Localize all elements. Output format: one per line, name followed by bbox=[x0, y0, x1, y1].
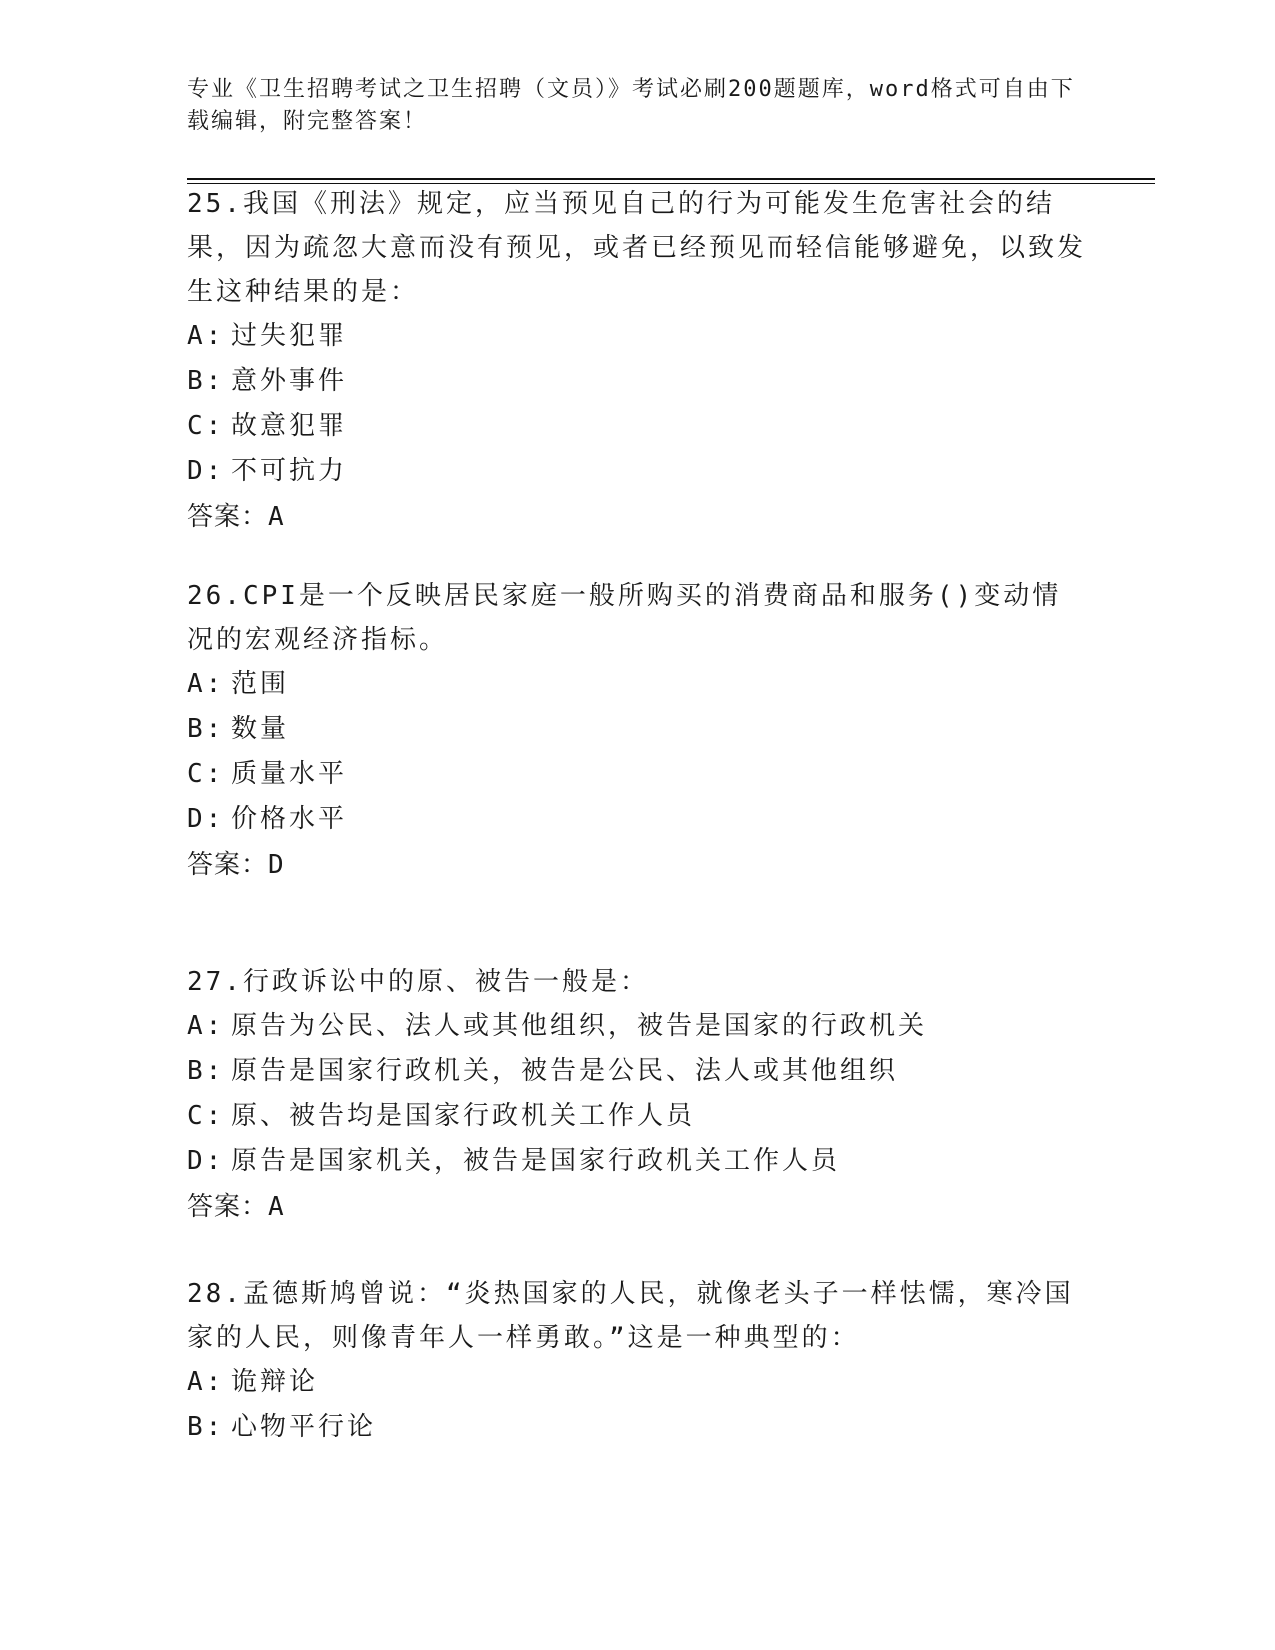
question-stem: 28.孟德斯鸠曾说：“炎热国家的人民，就像老头子一样怯懦，寒冷国家的人民，则像青年人一样勇敢。”这是一种典型的： bbox=[187, 1279, 1074, 1353]
answer-line bbox=[187, 494, 1087, 540]
question-26 bbox=[187, 574, 1087, 888]
option-a bbox=[187, 662, 1087, 707]
option-a bbox=[187, 1004, 1087, 1049]
option-text: 诡辩论 bbox=[231, 1367, 319, 1397]
question-stem: 25.我国《刑法》规定，应当预见自己的行为可能发生危害社会的结果，因为疏忽大意而没有预见，或者已经预见而轻信能够避免，以致发生这种结果的是： bbox=[187, 189, 1087, 307]
answer-value: A bbox=[268, 502, 285, 532]
header-divider-thick bbox=[187, 178, 1155, 180]
option-text: 原告是国家机关，被告是国家行政机关工作人员 bbox=[231, 1146, 841, 1176]
option-text: 数量 bbox=[231, 714, 290, 744]
answer-line bbox=[187, 842, 1087, 888]
option-letter: B: bbox=[187, 366, 225, 396]
option-text: 价格水平 bbox=[231, 804, 348, 834]
option-text: 原告是国家行政机关，被告是公民、法人或其他组织 bbox=[231, 1056, 899, 1086]
document-title: 专业《卫生招聘考试之卫生招聘（文员）》考试必刷200题题库，word格式可自由下载编辑，附完整答案！ bbox=[187, 77, 1075, 134]
option-letter: C: bbox=[187, 1101, 225, 1131]
option-text: 范围 bbox=[231, 669, 290, 699]
answer-prefix: 答案： bbox=[187, 850, 269, 880]
option-d bbox=[187, 797, 1087, 842]
option-b bbox=[187, 707, 1087, 752]
answer-value: A bbox=[268, 1192, 285, 1222]
option-letter: A: bbox=[187, 1367, 225, 1397]
option-d bbox=[187, 449, 1087, 494]
option-text: 质量水平 bbox=[231, 759, 348, 789]
option-b bbox=[187, 1405, 1087, 1450]
option-letter: C: bbox=[187, 759, 225, 789]
answer-line bbox=[187, 1184, 1087, 1230]
question-25 bbox=[187, 182, 1087, 540]
option-letter: A: bbox=[187, 669, 225, 699]
option-letter: B: bbox=[187, 1056, 225, 1086]
option-letter: A: bbox=[187, 321, 225, 351]
answer-prefix: 答案： bbox=[187, 502, 269, 532]
option-text: 原、被告均是国家行政机关工作人员 bbox=[231, 1101, 696, 1131]
question-stem: 26.CPI是一个反映居民家庭一般所购买的消费商品和服务()变动情况的宏观经济指标。 bbox=[187, 581, 1062, 655]
option-text: 心物平行论 bbox=[231, 1412, 377, 1442]
option-letter: D: bbox=[187, 456, 225, 486]
option-text: 不可抗力 bbox=[231, 456, 348, 486]
option-c bbox=[187, 752, 1087, 797]
option-b bbox=[187, 359, 1087, 404]
option-text: 故意犯罪 bbox=[231, 411, 348, 441]
option-letter: D: bbox=[187, 1146, 225, 1176]
option-c bbox=[187, 1094, 1087, 1139]
question-27 bbox=[187, 960, 1087, 1230]
option-d bbox=[187, 1139, 1087, 1184]
option-letter: B: bbox=[187, 714, 225, 744]
option-letter: D: bbox=[187, 804, 225, 834]
option-letter: C: bbox=[187, 411, 225, 441]
option-letter: B: bbox=[187, 1412, 225, 1442]
option-text: 过失犯罪 bbox=[231, 321, 348, 351]
option-c bbox=[187, 404, 1087, 449]
option-b bbox=[187, 1049, 1087, 1094]
option-text: 意外事件 bbox=[231, 366, 348, 396]
option-a bbox=[187, 314, 1087, 359]
document-header bbox=[187, 74, 1087, 138]
option-a bbox=[187, 1360, 1087, 1405]
option-letter: A: bbox=[187, 1011, 225, 1041]
question-28 bbox=[187, 1272, 1087, 1450]
option-text: 原告为公民、法人或其他组织，被告是国家的行政机关 bbox=[231, 1011, 928, 1041]
answer-value: D bbox=[268, 850, 285, 880]
answer-prefix: 答案： bbox=[187, 1192, 269, 1222]
question-stem: 27.行政诉讼中的原、被告一般是： bbox=[187, 967, 649, 997]
